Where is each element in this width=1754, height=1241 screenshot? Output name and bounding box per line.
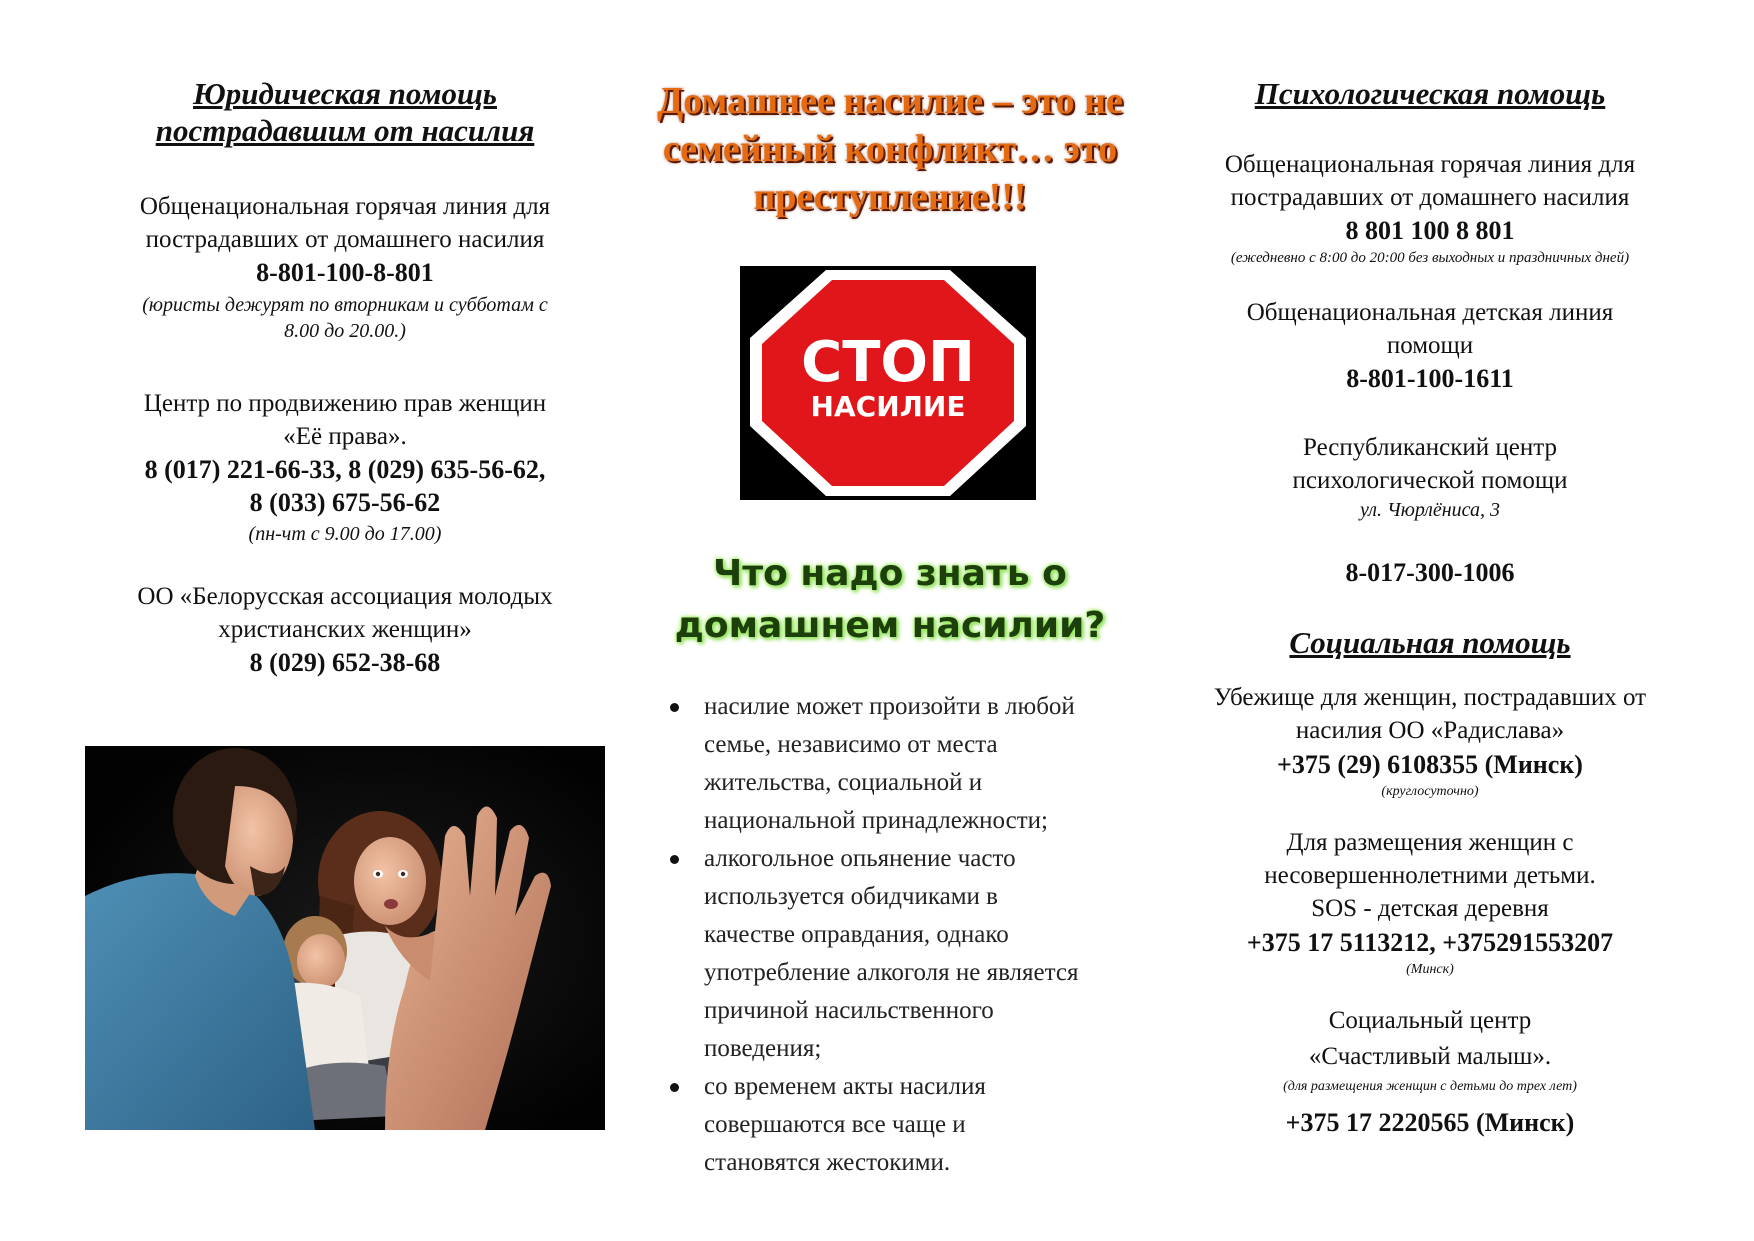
- child-line-phone: 8-801-100-1611: [1346, 364, 1514, 393]
- headline-line1: Домашнее насилие – это не: [657, 80, 1123, 122]
- bullet-dot-icon: [670, 1083, 679, 1092]
- list-item: [630, 688, 1170, 840]
- list-item-line: употребление алкоголя не является: [704, 959, 1079, 986]
- sos-city: (Минск): [1406, 962, 1454, 977]
- social-center-phone: +375 17 2220565 (Минск): [1285, 1108, 1575, 1137]
- women-rights-center-line1: Центр по продвижению прав женщин: [143, 390, 547, 417]
- sos-line1: Для размещения женщин с: [1286, 829, 1574, 856]
- assoc-phone: 8 (029) 652-38-68: [249, 648, 441, 677]
- list-item-line: поведения;: [704, 1035, 822, 1062]
- photo-illustration: [85, 746, 605, 1130]
- hotline-text-line1: Общенациональная горячая линия для: [139, 193, 551, 220]
- psych-hotline-phone: 8 801 100 8 801: [1345, 216, 1515, 245]
- hotline-text-line2: пострадавших от домашнего насилия: [145, 226, 545, 253]
- list-item-line: качестве оправдания, однако: [704, 921, 1009, 948]
- psych-help-heading: Психологическая помощь: [1254, 76, 1606, 111]
- psych-hotline-hours: (ежедневно с 8:00 до 20:00 без выходных и праздничных дней): [1230, 250, 1630, 266]
- assoc-line2: христианских женщин»: [218, 616, 472, 643]
- women-rights-center-phone-line1: 8 (017) 221-66-33, 8 (029) 635-56-62,: [144, 455, 546, 484]
- social-help-heading: Социальная помощь: [1289, 625, 1571, 660]
- list-item-line: национальной принадлежности;: [704, 807, 1048, 834]
- republic-center-phone: 8-017-300-1006: [1345, 558, 1515, 587]
- shelter-hours: (круглосуточно): [1381, 784, 1479, 799]
- shelter-line1: Убежище для женщин, пострадавших от: [1213, 684, 1647, 711]
- psych-hotline-line2: пострадавших от домашнего насилия: [1230, 184, 1630, 211]
- domestic-violence-photo: [85, 746, 605, 1130]
- bullet-dot-icon: [670, 855, 679, 864]
- hotline-note-line1: (юристы дежурят по вторникам и субботам с: [142, 294, 548, 316]
- sos-line2: несовершеннолетними детьми.: [1264, 862, 1596, 889]
- stop-violence-image: [740, 266, 1036, 500]
- list-item: [630, 1068, 1170, 1182]
- question-heading-line1: Что надо знать о: [713, 553, 1067, 594]
- shelter-line2: насилия ОО «Радислава»: [1295, 717, 1565, 744]
- list-item-line: семье, независимо от места: [704, 731, 998, 758]
- hotline-note-line2: 8.00 до 20.00.): [284, 320, 406, 342]
- women-rights-center-line2: «Её права».: [283, 423, 407, 450]
- psych-hotline-line1: Общенациональная горячая линия для: [1224, 151, 1636, 178]
- stop-word-2: НАСИЛИЕ: [810, 390, 966, 423]
- sos-line3: SOS - детская деревня: [1311, 895, 1549, 922]
- list-item-line: жительства, социальной и: [704, 769, 983, 796]
- list-item: [630, 840, 1170, 1068]
- legal-help-heading-line2: пострадавшим от насилия: [155, 113, 535, 148]
- republic-center-line2: психологической помощи: [1292, 467, 1568, 494]
- headline-line3: преступление!!!: [753, 176, 1027, 218]
- child-line-line1: Общенациональная детская линия: [1246, 299, 1614, 326]
- question-heading-line2: домашнем насилии?: [674, 605, 1106, 646]
- sos-phone: +375 17 5113212, +375291553207: [1246, 928, 1614, 957]
- shelter-phone: +375 (29) 6108355 (Минск): [1277, 750, 1583, 779]
- list-item-line: становятся жестокими.: [704, 1149, 951, 1176]
- list-item-line: насилие может произойти в любой: [704, 693, 1075, 720]
- social-center-line1: Социальный центр: [1328, 1007, 1532, 1034]
- bullet-dot-icon: [670, 703, 679, 712]
- list-item-line: используется обидчиками в: [704, 883, 998, 910]
- women-rights-center-phone-line2: 8 (033) 675-56-62: [249, 488, 441, 517]
- republic-center-line1: Республиканский центр: [1303, 434, 1557, 461]
- facts-list: [630, 688, 1170, 1182]
- headline-line2: семейный конфликт… это: [662, 128, 1118, 170]
- list-item-line: причиной насильственного: [704, 997, 994, 1024]
- list-item-line: алкогольное опьянение часто: [704, 845, 1016, 872]
- women-rights-center-hours: (пн-чт с 9.00 до 17.00): [248, 523, 442, 545]
- legal-help-heading-line1: Юридическая помощь: [193, 76, 497, 111]
- hotline-phone: 8-801-100-8-801: [256, 258, 434, 287]
- child-line-line2: помощи: [1386, 332, 1474, 359]
- stop-word-1: СТОП: [801, 330, 975, 395]
- social-center-line2: «Счастливый малыш».: [1308, 1043, 1552, 1070]
- social-center-note: (для размещения женщин с детьми до трех лет): [1283, 1079, 1577, 1094]
- assoc-line1: ОО «Белорусская ассоциация молодых: [137, 583, 553, 610]
- list-item-line: со временем акты насилия: [704, 1073, 986, 1100]
- stop-sign-icon: [740, 266, 1036, 500]
- list-item-line: совершаются все чаще и: [704, 1111, 966, 1138]
- republic-center-address: ул. Чюрлёниса, 3: [1359, 499, 1501, 521]
